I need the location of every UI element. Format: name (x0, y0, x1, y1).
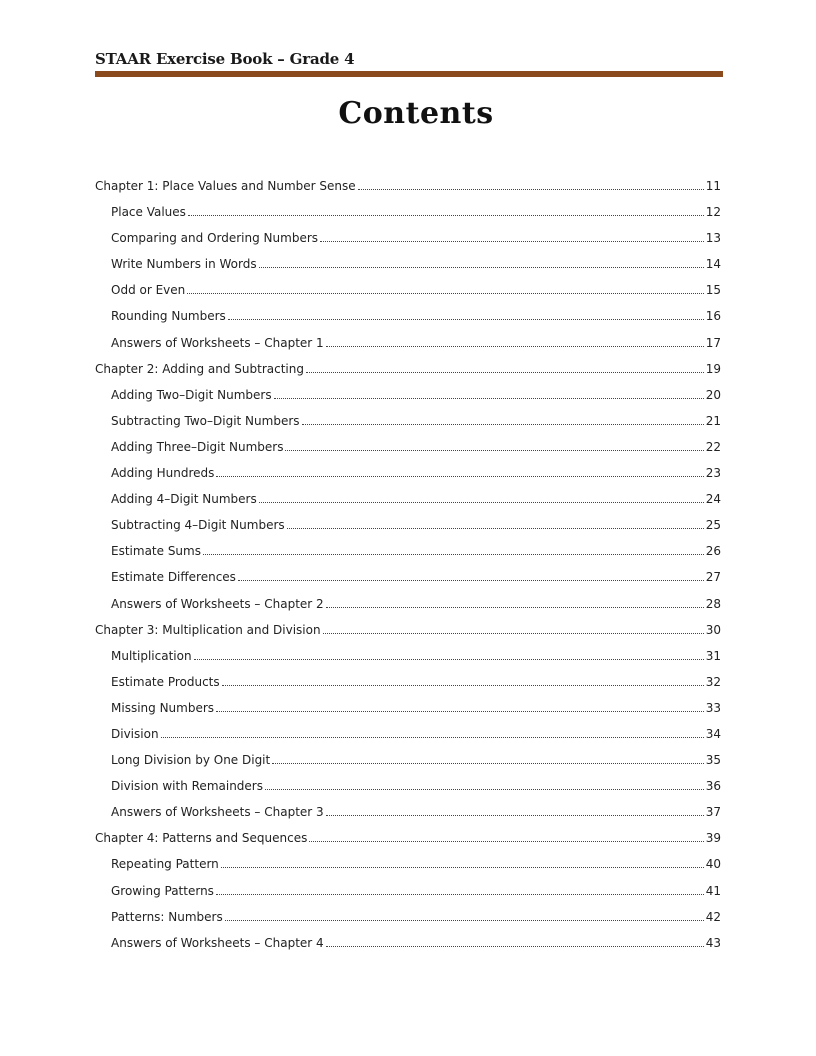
toc-entry-label: Chapter 3: Multiplication and Division (95, 622, 321, 637)
toc-section-entry[interactable] (95, 671, 721, 697)
toc-entry-label: Division with Remainders (111, 779, 263, 794)
toc-section-entry[interactable] (95, 880, 721, 906)
toc-section-entry[interactable] (95, 749, 721, 775)
toc-entry-page-number: 30 (705, 622, 721, 637)
toc-entry-label: Subtracting Two–Digit Numbers (111, 413, 300, 428)
toc-entry-page-number: 19 (705, 361, 721, 376)
toc-section-entry[interactable] (95, 645, 721, 671)
toc-section-entry[interactable] (95, 253, 721, 279)
toc-chapter-entry[interactable] (95, 358, 721, 384)
toc-section-entry[interactable] (95, 801, 721, 827)
toc-dot-leader (265, 779, 704, 790)
toc-entry-page-number: 34 (705, 726, 721, 741)
toc-section-entry[interactable] (95, 384, 721, 410)
toc-entry-page-number: 35 (705, 753, 721, 768)
toc-dot-leader (320, 231, 704, 242)
toc-entry-page-number: 27 (705, 570, 721, 585)
toc-entry-page-number: 13 (705, 231, 721, 246)
toc-section-entry[interactable] (95, 906, 721, 932)
toc-entry-label: Answers of Worksheets – Chapter 1 (111, 335, 324, 350)
toc-dot-leader (187, 283, 703, 294)
toc-dot-leader (161, 727, 704, 738)
toc-entry-page-number: 12 (705, 205, 721, 220)
toc-dot-leader (216, 701, 704, 712)
toc-entry-page-number: 41 (705, 883, 721, 898)
toc-entry-page-number: 43 (705, 935, 721, 950)
toc-entry-label: Multiplication (111, 648, 192, 663)
toc-section-entry[interactable] (95, 723, 721, 749)
toc-entry-page-number: 22 (705, 439, 721, 454)
toc-entry-page-number: 39 (705, 831, 721, 846)
toc-dot-leader (285, 440, 703, 451)
toc-entry-label: Growing Patterns (111, 883, 214, 898)
toc-entry-page-number: 16 (705, 309, 721, 324)
toc-dot-leader (309, 831, 703, 842)
toc-section-entry[interactable] (95, 488, 721, 514)
toc-section-entry[interactable] (95, 279, 721, 305)
toc-dot-leader (222, 675, 704, 686)
document-header-title: STAAR Exercise Book – Grade 4 (95, 50, 355, 68)
toc-section-entry[interactable] (95, 462, 721, 488)
toc-dot-leader (326, 936, 704, 947)
header-divider (95, 71, 723, 77)
toc-section-entry[interactable] (95, 410, 721, 436)
toc-entry-page-number: 24 (705, 492, 721, 507)
toc-entry-label: Adding 4–Digit Numbers (111, 492, 257, 507)
toc-entry-label: Repeating Pattern (111, 857, 219, 872)
toc-entry-label: Estimate Products (111, 674, 220, 689)
toc-entry-label: Chapter 4: Patterns and Sequences (95, 831, 308, 846)
toc-entry-page-number: 11 (705, 179, 721, 193)
toc-section-entry[interactable] (95, 697, 721, 723)
toc-dot-leader (259, 257, 704, 268)
toc-dot-leader (225, 910, 704, 921)
toc-entry-label: Estimate Sums (111, 544, 201, 559)
toc-entry-page-number: 28 (705, 596, 721, 611)
toc-entry-page-number: 40 (705, 857, 721, 872)
toc-dot-leader (306, 362, 704, 373)
toc-entry-page-number: 17 (705, 335, 721, 350)
toc-section-entry[interactable] (95, 332, 721, 358)
toc-entry-page-number: 32 (705, 674, 721, 689)
toc-dot-leader (238, 570, 704, 581)
toc-dot-leader (228, 309, 704, 320)
toc-entry-label: Comparing and Ordering Numbers (111, 231, 319, 246)
toc-section-entry[interactable] (95, 593, 721, 619)
toc-entry-page-number: 42 (705, 909, 721, 924)
toc-entry-page-number: 23 (705, 466, 721, 481)
toc-entry-label: Division (111, 726, 159, 741)
toc-section-entry[interactable] (95, 540, 721, 566)
toc-entry-label: Answers of Worksheets – Chapter 2 (111, 596, 324, 611)
toc-entry-label: Long Division by One Digit (111, 753, 271, 768)
toc-entry-label: Adding Three–Digit Numbers (111, 439, 284, 454)
toc-entry-page-number: 33 (705, 700, 721, 715)
toc-entry-page-number: 25 (705, 518, 721, 533)
toc-entry-page-number: 37 (705, 805, 721, 820)
toc-section-entry[interactable] (95, 932, 721, 958)
toc-entry-label: Adding Hundreds (111, 466, 215, 481)
toc-entry-page-number: 20 (705, 387, 721, 402)
toc-dot-leader (274, 388, 704, 399)
toc-chapter-entry[interactable] (95, 175, 721, 201)
toc-entry-page-number: 26 (705, 544, 721, 559)
toc-entry-label: Chapter 2: Adding and Subtracting (95, 361, 304, 376)
toc-section-entry[interactable] (95, 853, 721, 879)
toc-chapter-entry[interactable] (95, 827, 721, 853)
toc-entry-label: Chapter 1: Place Values and Number Sense (95, 179, 356, 193)
toc-dot-leader (326, 336, 704, 347)
toc-dot-leader (188, 205, 704, 216)
toc-entry-label: Odd or Even (111, 283, 186, 298)
toc-dot-leader (203, 544, 704, 555)
toc-section-entry[interactable] (95, 305, 721, 331)
toc-entry-label: Estimate Differences (111, 570, 236, 585)
toc-entry-label: Answers of Worksheets – Chapter 4 (111, 935, 324, 950)
toc-dot-leader (326, 805, 704, 816)
toc-entry-label: Rounding Numbers (111, 309, 226, 324)
toc-dot-leader (194, 649, 704, 660)
toc-section-entry[interactable] (95, 227, 721, 253)
toc-section-entry[interactable] (95, 566, 721, 592)
toc-dot-leader (302, 414, 704, 425)
page-title: Contents (338, 96, 494, 131)
toc-dot-leader (272, 753, 703, 764)
toc-section-entry[interactable] (95, 201, 721, 227)
toc-entry-page-number: 15 (705, 283, 721, 298)
toc-dot-leader (358, 179, 704, 190)
toc-dot-leader (221, 857, 704, 868)
toc-dot-leader (259, 492, 704, 503)
toc-dot-leader (323, 623, 704, 634)
toc-entry-label: Place Values (111, 205, 186, 220)
toc-entry-page-number: 14 (705, 257, 721, 272)
toc-section-entry[interactable] (95, 436, 721, 462)
toc-dot-leader (287, 518, 704, 529)
toc-section-entry[interactable] (95, 514, 721, 540)
toc-entry-label: Answers of Worksheets – Chapter 3 (111, 805, 324, 820)
toc-section-entry[interactable] (95, 775, 721, 801)
toc-entry-page-number: 21 (705, 413, 721, 428)
toc-chapter-entry[interactable] (95, 619, 721, 645)
toc-entry-label: Write Numbers in Words (111, 257, 257, 272)
toc-entry-label: Patterns: Numbers (111, 909, 223, 924)
toc-dot-leader (216, 884, 704, 895)
toc-entry-label: Subtracting 4–Digit Numbers (111, 518, 285, 533)
toc-entry-label: Adding Two–Digit Numbers (111, 387, 272, 402)
toc-entry-label: Missing Numbers (111, 700, 215, 715)
toc-entry-page-number: 31 (705, 648, 721, 663)
toc-entry-page-number: 36 (705, 779, 721, 794)
table-of-contents (95, 175, 721, 958)
toc-dot-leader (326, 597, 704, 608)
toc-dot-leader (216, 466, 703, 477)
